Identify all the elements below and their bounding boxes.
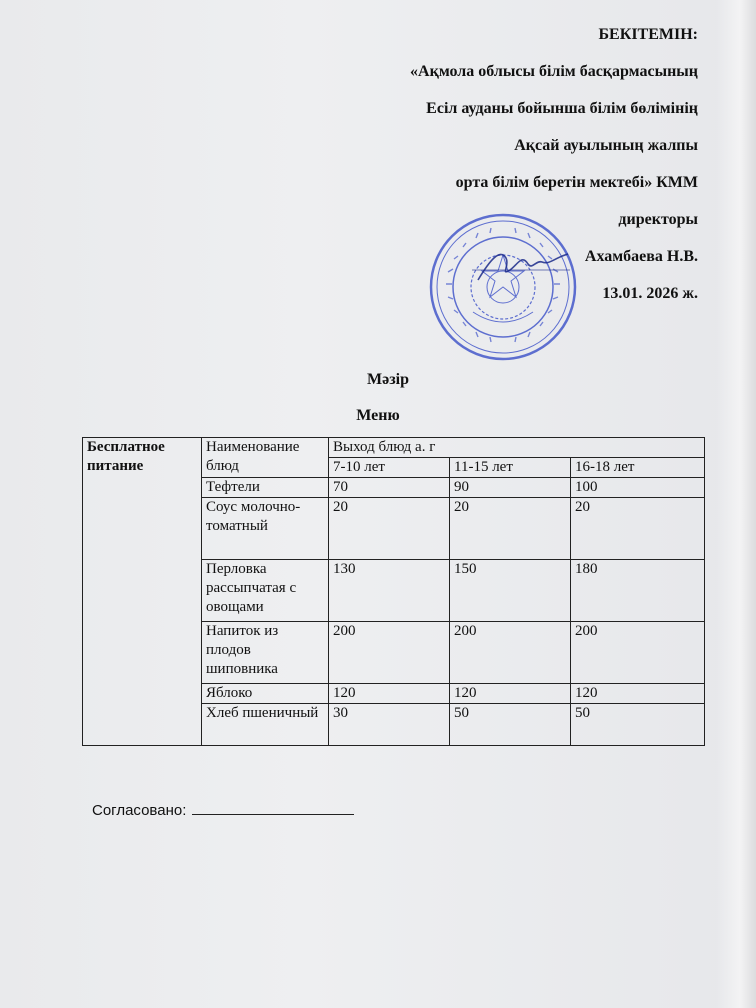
approval-date: 13.01. 2026 ж. [602,285,698,302]
approval-title: БЕКІТЕМІН: [598,26,698,43]
dish-name-cell: Яблоко [202,684,329,704]
agreed-label: Согласовано: [92,802,187,819]
age-header-cell: 16-18 лет [571,458,705,478]
approval-org-line-1: «Ақмола облысы білім басқармасының [410,63,698,80]
yield-cell: 200 [571,622,705,684]
yield-cell: 150 [450,560,571,622]
approval-org-line-2: Есіл ауданы бойынша білім бөлімінің [426,100,698,117]
page-edge-shadow [716,0,756,1008]
menu-table [82,437,705,746]
yield-cell: 100 [571,478,705,498]
yield-header-cell: Выход блюд а. г [329,438,705,458]
yield-cell: 120 [450,684,571,704]
document-heading [0,366,756,438]
approval-org-line-4: орта білім беретін мектебі» КММ [455,174,698,191]
yield-cell: 200 [450,622,571,684]
yield-cell: 130 [329,560,450,622]
yield-cell: 50 [571,704,705,746]
yield-cell: 30 [329,704,450,746]
dish-name-cell: Напиток из плодов шиповника [202,622,329,684]
director-signature [470,240,580,290]
agreed-line [92,800,354,819]
yield-cell: 20 [329,498,450,560]
table-header-row [83,438,705,458]
age-header-cell: 7-10 лет [329,458,450,478]
yield-cell: 20 [571,498,705,560]
dish-name-cell: Соус молочно-томатный [202,498,329,560]
yield-cell: 70 [329,478,450,498]
dish-name-cell: Хлеб пшеничный [202,704,329,746]
heading-kazakh: Мәзір [367,371,409,388]
yield-cell: 90 [450,478,571,498]
dish-name-cell: Перловка рассыпчатая с овощами [202,560,329,622]
approval-org-line-3: Ақсай ауылының жалпы [514,137,698,154]
age-header-cell: 11-15 лет [450,458,571,478]
approval-name: Ахамбаева Н.В. [584,248,698,265]
dish-name-cell: Тефтели [202,478,329,498]
approval-position: директоры [618,211,698,228]
heading-russian: Меню [356,407,400,424]
yield-cell: 20 [450,498,571,560]
category-cell: Бесплатное питание [83,438,202,746]
yield-cell: 120 [329,684,450,704]
dish-header-cell: Наименование блюд [202,438,329,478]
yield-cell: 50 [450,704,571,746]
yield-cell: 120 [571,684,705,704]
signature-blank-line [192,800,354,815]
yield-cell: 180 [571,560,705,622]
yield-cell: 200 [329,622,450,684]
